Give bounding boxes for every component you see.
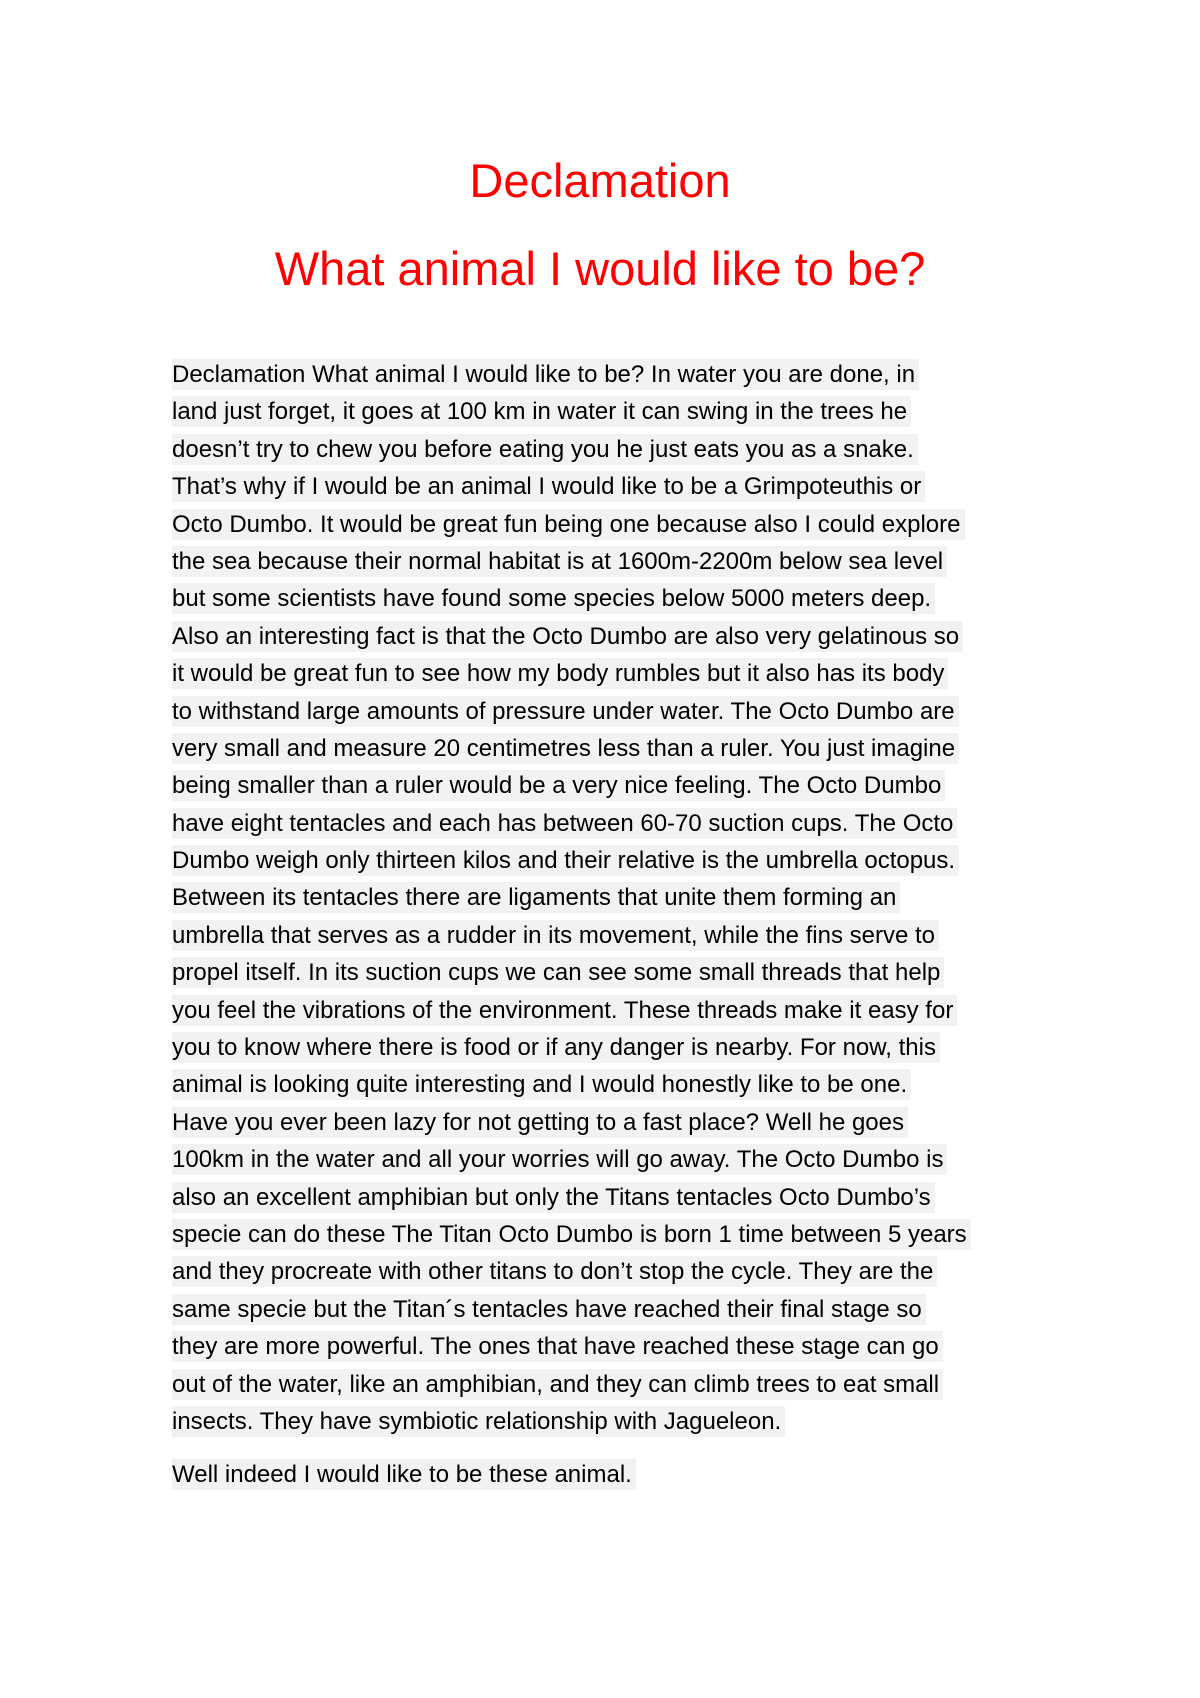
body-line-text: animal is looking quite interesting and I would honestly like to be one. xyxy=(172,1069,911,1100)
body-line xyxy=(172,1066,1172,1103)
body-line-text: land just forget, it goes at 100 km in water it can swing in the trees he xyxy=(172,396,911,427)
body-line-text: Declamation What animal I would like to be? In water you are done, in xyxy=(172,359,919,390)
closing-paragraph xyxy=(172,1456,636,1493)
body-line xyxy=(172,767,1172,804)
body-line-text: 100km in the water and all your worries will go away. The Octo Dumbo is xyxy=(172,1144,947,1175)
body-line-text: very small and measure 20 centimetres less than a ruler. You just imagine xyxy=(172,733,959,764)
body-line-text: Have you ever been lazy for not getting to a fast place? Well he goes xyxy=(172,1107,908,1138)
body-line xyxy=(172,618,1172,655)
body-line xyxy=(172,879,1172,916)
body-line-text: propel itself. In its suction cups we can see some small threads that help xyxy=(172,957,944,988)
body-line xyxy=(172,1403,1172,1440)
document-subtitle: What animal I would like to be? xyxy=(274,242,926,295)
body-line xyxy=(172,1104,1172,1141)
body-line-text: you to know where there is food or if any danger is nearby. For now, this xyxy=(172,1032,940,1063)
body-paragraph xyxy=(172,356,1172,1440)
body-line xyxy=(172,1253,1172,1290)
body-line-text: they are more powerful. The ones that have reached these stage can go xyxy=(172,1331,943,1362)
body-line-text: but some scientists have found some species below 5000 meters deep. xyxy=(172,583,935,614)
body-line-text: Octo Dumbo. It would be great fun being one because also I could explore xyxy=(172,509,965,540)
body-line-text: insects. They have symbiotic relationship with Jagueleon. xyxy=(172,1406,785,1437)
document-title: Declamation xyxy=(469,154,731,207)
body-line-text: umbrella that serves as a rudder in its movement, while the fins serve to xyxy=(172,920,939,951)
body-line xyxy=(172,1029,1172,1066)
body-line-text: Dumbo weigh only thirteen kilos and their relative is the umbrella octopus. xyxy=(172,845,959,876)
body-line xyxy=(172,1291,1172,1328)
body-line-text: the sea because their normal habitat is at 1600m-2200m below sea level xyxy=(172,546,947,577)
body-line-text: same specie but the Titan´s tentacles have reached their final stage so xyxy=(172,1294,926,1325)
body-line xyxy=(172,1216,1172,1253)
body-line-text: That’s why if I would be an animal I would like to be a Grimpoteuthis or xyxy=(172,471,925,502)
body-line-text: doesn’t try to chew you before eating you he just eats you as a snake. xyxy=(172,434,918,465)
body-line xyxy=(172,1328,1172,1365)
body-line-text: out of the water, like an amphibian, and they can climb trees to eat small xyxy=(172,1369,943,1400)
closing-line: Well indeed I would like to be these animal. xyxy=(172,1459,636,1490)
body-line xyxy=(172,1366,1172,1403)
body-line-text: specie can do these The Titan Octo Dumbo is born 1 time between 5 years xyxy=(172,1219,971,1250)
body-line xyxy=(172,805,1172,842)
body-line xyxy=(172,431,1172,468)
body-line xyxy=(172,917,1172,954)
body-line xyxy=(172,992,1172,1029)
body-line xyxy=(172,393,1172,430)
body-line xyxy=(172,468,1172,505)
body-line xyxy=(172,506,1172,543)
body-line xyxy=(172,655,1172,692)
body-line-text: to withstand large amounts of pressure under water. The Octo Dumbo are xyxy=(172,696,959,727)
body-line xyxy=(172,580,1172,617)
body-line-text: also an excellent amphibian but only the Titans tentacles Octo Dumbo’s xyxy=(172,1182,935,1213)
body-line xyxy=(172,730,1172,767)
body-line-text: Between its tentacles there are ligaments that unite them forming an xyxy=(172,882,900,913)
body-line xyxy=(172,693,1172,730)
body-line xyxy=(172,842,1172,879)
body-line xyxy=(172,954,1172,991)
body-line-text: Also an interesting fact is that the Octo Dumbo are also very gelatinous so xyxy=(172,621,963,652)
body-line-text: being smaller than a ruler would be a very nice feeling. The Octo Dumbo xyxy=(172,770,945,801)
body-line-text: it would be great fun to see how my body rumbles but it also has its body xyxy=(172,658,948,689)
body-line-text: have eight tentacles and each has between 60-70 suction cups. The Octo xyxy=(172,808,957,839)
body-line-text: you feel the vibrations of the environment. These threads make it easy for xyxy=(172,995,957,1026)
body-line xyxy=(172,543,1172,580)
body-line-text: and they procreate with other titans to don’t stop the cycle. They are the xyxy=(172,1256,937,1287)
body-line xyxy=(172,1141,1172,1178)
body-line xyxy=(172,356,1172,393)
body-line xyxy=(172,1179,1172,1216)
